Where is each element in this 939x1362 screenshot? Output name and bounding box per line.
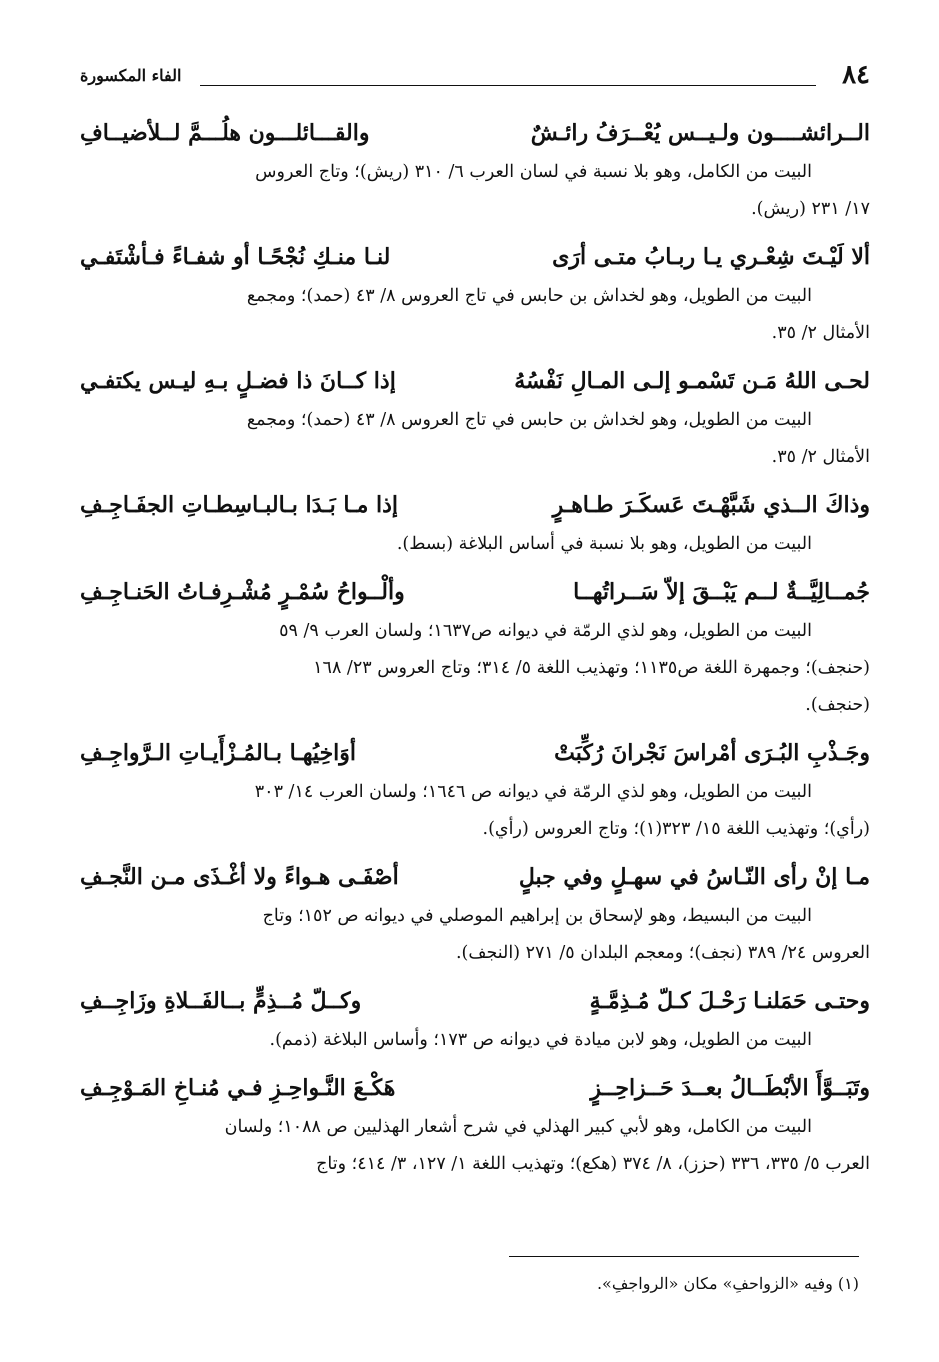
second-hemistich: والقـــائلـــون هلُـــمَّ لــلأضيــافِ (80, 120, 370, 146)
source-note (80, 898, 870, 972)
verse-line (80, 732, 870, 774)
source-note (80, 774, 870, 848)
verse-line (80, 236, 870, 278)
verse-line (80, 571, 870, 613)
source-note-line: البيت من الكامل، وهو بلا نسبة في لسان العرب ٦/ ٣١٠ (ريش)؛ وتاج العروس (255, 162, 812, 182)
second-hemistich: هَكْـعَ النَّـواحِـزِ فـي مُنـاخِ المَـوْجِـفِ (80, 1075, 396, 1101)
verse-line (80, 360, 870, 402)
verse-entry (80, 360, 870, 476)
first-hemistich: جُمــالِيَّــةٌ لــم يَبْــقَ إلاّ سَــراتُهــا (573, 579, 870, 605)
page-number: ٨٤ (842, 60, 870, 90)
verse-line (80, 856, 870, 898)
first-hemistich: وحتـى حَمَلنـا رَحْـلَ كـلّ مُـذِمَّـةٍ (589, 988, 870, 1014)
source-note-line: البيت من البسيط، وهو لإسحاق بن إبراهيم الموصلي في ديوانه ص ١٥٢؛ وتاج (262, 906, 812, 926)
source-note (80, 154, 870, 228)
source-note-line: البيت من الطويل، وهو لذي الرمّة في ديوانه ص ١٦٤٦؛ ولسان العرب ١٤/ ٣٠٣ (254, 782, 812, 802)
source-note-line: العروس ٢٤/ ٣٨٩ (نجف)؛ ومعجم البلدان ٥/ ٢٧١ (النجف). (455, 943, 870, 963)
second-hemistich: وكــلّ مُــذِمٍّ بــالفَــلاةِ وزَاجِــفِ (80, 988, 362, 1014)
second-hemistich: إذا مـا بَـدَا بـالبـاسِطـاتِ الجفَـاجِـفِ (80, 492, 399, 518)
second-hemistich: أصْفَـى هـواءً ولا أغْـذَى مـن النَّجـفِ (80, 864, 399, 890)
second-hemistich: أوَاخِيُهـا بـالمُـزْأَيـاتِ الـرَّواجِـفِ (80, 740, 357, 766)
first-hemistich: وذاكَ الــذي شَبَّهْـتَ عَسكَـرَ طـاهـرٍ (552, 492, 870, 518)
source-note-line: ١٧/ ٢٣١ (ريش). (751, 199, 870, 219)
first-hemistich: وتَبَــوَّأَ الأبْطَــالُ بعــدَ حَــزاحِــزٍ (590, 1075, 870, 1101)
source-note-line: (رأي)؛ وتهذيب اللغة ١٥/ ٣٢٣(١)؛ وتاج العروس (رأي). (482, 819, 870, 839)
first-hemistich: ألا لَيْـتَ شِعْـري يـا ربـابُ متـى أرَى (552, 244, 870, 270)
source-note-line: (حنجف). (805, 695, 870, 715)
source-note-line: العرب ٥/ ٣٣٥، ٣٣٦ (حزز)، ٨/ ٣٧٤ (هكع)؛ وتهذيب اللغة ١/ ١٢٧، ٣/ ٤١٤؛ وتاج (316, 1154, 870, 1174)
source-note (80, 1109, 870, 1183)
source-note (80, 526, 870, 563)
running-title: الفاء المكسورة (80, 66, 182, 85)
footnote: (١) وفيه «الزواحفِ» مكان «الرواجفِ». (596, 1274, 859, 1293)
source-note (80, 613, 870, 724)
source-note (80, 1022, 870, 1059)
source-note-line: الأمثال ٢/ ٣٥. (771, 323, 870, 343)
second-hemistich: إذا كــانَ ذا فضـلٍ بـهِ ليـس يكتفـي (80, 368, 396, 394)
verse-entry (80, 980, 870, 1059)
second-hemistich: وألْــواحُ سُمْـرٍ مُشْـرِفـاتُ الحَنـاجِـفِ (80, 579, 405, 605)
verse-line (80, 980, 870, 1022)
verse-entry (80, 571, 870, 724)
source-note-line: (حنجف)؛ وجمهرة اللغة ص١١٣٥؛ وتهذيب اللغة ٥/ ٣١٤؛ وتاج العروس ٢٣/ ١٦٨ (313, 658, 870, 678)
footnote-rule (509, 1256, 859, 1257)
verse-line (80, 112, 870, 154)
header-rule (200, 85, 816, 86)
first-hemistich: الــرائشــــون ولـيــس يُعْــرَفُ رائـشٌ (530, 120, 870, 146)
source-note-line: البيت من الطويل، وهو لذي الرمّة في ديوانه ص١٦٣٧؛ ولسان العرب ٩/ ٥٩ (279, 621, 812, 641)
source-note-line: البيت من الطويل، وهو لابن ميادة في ديوانه ص ١٧٣؛ وأساس البلاغة (ذمم). (269, 1030, 812, 1050)
second-hemistich: لنـا منـكِ نُجْحًـا أو شفـاءً فـأشْتَفـي (80, 244, 391, 270)
source-note (80, 278, 870, 352)
verse-entry (80, 484, 870, 563)
verse-entries (80, 110, 870, 1191)
source-note (80, 402, 870, 476)
verse-line (80, 484, 870, 526)
source-note-line: البيت من الكامل، وهو لأبي كبير الهذلي في شرح أشعار الهذليين ص ١٠٨٨؛ ولسان (224, 1117, 812, 1137)
verse-entry (80, 732, 870, 848)
source-note-line: البيت من الطويل، وهو لخداش بن حابس في تاج العروس ٨/ ٤٣ (حمد)؛ ومجمع (246, 410, 812, 430)
first-hemistich: لحـى اللهُ مَـن تَسْمـو إلـى المـالِ نَفْسُهُ (514, 368, 870, 394)
page-header (80, 58, 870, 94)
verse-entry (80, 1067, 870, 1183)
source-note-line: الأمثال ٢/ ٣٥. (771, 447, 870, 467)
first-hemistich: مـا إنْ رأى النّـاسُ في سهـلٍ وفي جبلٍ (518, 864, 870, 890)
source-note-line: البيت من الطويل، وهو بلا نسبة في أساس البلاغة (بسط). (396, 534, 812, 554)
verse-entry (80, 112, 870, 228)
verse-entry (80, 236, 870, 352)
verse-line (80, 1067, 870, 1109)
source-note-line: البيت من الطويل، وهو لخداش بن حابس في تاج العروس ٨/ ٤٣ (حمد)؛ ومجمع (246, 286, 812, 306)
first-hemistich: وجَـذْبِ البُـرَى أمْراسَ نَجْرانَ رُكِّبَتْ (554, 740, 870, 766)
verse-entry (80, 856, 870, 972)
